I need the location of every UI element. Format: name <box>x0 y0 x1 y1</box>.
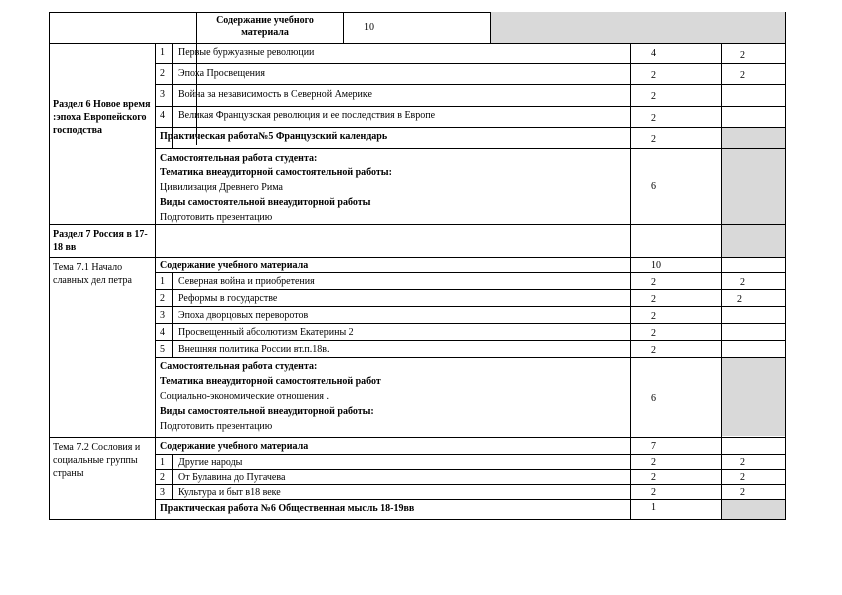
independent-theme: Социально-экономические отношения . <box>160 391 329 402</box>
topic-number: 1 <box>160 47 165 58</box>
topic-number: 2 <box>160 472 165 483</box>
topic-label: Просвещенный абсолютизм Екатерины 2 <box>178 327 354 338</box>
content-label: Содержание учебного материала <box>160 441 309 452</box>
topic-label: Реформы в государстве <box>178 293 278 304</box>
topic-number: 2 <box>160 68 165 79</box>
section-7-title: Раздел 7 Россия в 17-18 вв <box>53 229 148 253</box>
topic-hours: 2 <box>651 472 656 483</box>
topic-label: Война за независимость в Северной Америке <box>178 89 372 100</box>
practical-work-hours: 2 <box>651 134 656 145</box>
topic-number: 1 <box>160 276 165 287</box>
topic-label: Культура и быт в18 веке <box>178 487 281 498</box>
topic-label: Внешняя политика России вт.п.18в. <box>178 344 330 355</box>
topic-label: Первые буржуазные революции <box>178 47 315 58</box>
topic-number: 2 <box>160 293 165 304</box>
topic-level: 2 <box>740 70 745 81</box>
topic-level: 2 <box>740 457 745 468</box>
topic-hours: 2 <box>651 70 656 81</box>
topic-level: 2 <box>740 472 745 483</box>
practical-work-hours: 1 <box>651 502 656 513</box>
topic-number: 1 <box>160 457 165 468</box>
topic-7-2-title <box>53 441 153 480</box>
independent-kinds-label: Виды самостоятельной внеаудиторной работы: <box>160 406 374 417</box>
topic-number: 3 <box>160 89 165 100</box>
content-header-label: Содержание учебного материала <box>216 15 314 38</box>
shaded-cell <box>721 500 785 519</box>
topic-hours: 4 <box>651 48 656 59</box>
topic-label: Эпоха Просвещения <box>178 68 265 79</box>
topic-hours: 2 <box>651 294 656 305</box>
independent-theme-label: Тематика внеаудиторной самостоятельной работ <box>160 376 381 387</box>
practical-work-label: Практическая работа№5 Французский календарь <box>160 131 388 142</box>
content-hours: 10 <box>651 260 661 271</box>
topic-hours: 2 <box>651 277 656 288</box>
independent-kinds: Подготовить презентацию <box>160 212 273 223</box>
topic-hours: 2 <box>651 487 656 498</box>
independent-hours: 6 <box>651 181 656 192</box>
independent-work-title: Самостоятельная работа студента: <box>160 153 318 164</box>
independent-work-title: Самостоятельная работа студента: <box>160 361 318 372</box>
topic-level: 2 <box>740 50 745 61</box>
content-label: Содержание учебного материала <box>160 260 309 271</box>
independent-theme: Цивилизация Древнего Рима <box>160 182 283 193</box>
shaded-cell <box>721 358 785 436</box>
topic-number: 4 <box>160 110 165 121</box>
independent-hours: 6 <box>651 393 656 404</box>
topic-hours: 2 <box>651 328 656 339</box>
section-6-title: Раздел 6 Новое время :эпоха Европейского господства <box>53 99 151 136</box>
topic-label: Другие народы <box>178 457 243 468</box>
content-header-hours: 10 <box>364 22 374 33</box>
independent-kinds-label: Виды самостоятельной внеаудиторной работы <box>160 197 371 208</box>
independent-theme-label: Тематика внеаудиторной самостоятельной работы: <box>160 167 392 178</box>
topic-label: От Булавина до Пугачева <box>178 472 286 483</box>
shaded-cell <box>721 225 785 257</box>
topic-number: 3 <box>160 487 165 498</box>
independent-kinds: Подготовить презентацию <box>160 421 273 432</box>
topic-hours: 2 <box>651 311 656 322</box>
topic-hours: 2 <box>651 113 656 124</box>
topic-number: 3 <box>160 310 165 321</box>
topic-level: 2 <box>740 487 745 498</box>
topic-label: Великая Французская революция и ее последствия в Европе <box>178 110 436 121</box>
shaded-cell <box>721 149 785 224</box>
topic-level: 2 <box>740 277 745 288</box>
topic-7-1-title: Тема 7.1 Начало славных дел петра <box>53 262 132 286</box>
topic-number: 4 <box>160 327 165 338</box>
topic-label: Эпоха дворцовых переворотов <box>178 310 309 321</box>
topic-label: Северная война и приобретения <box>178 276 315 287</box>
shaded-cell <box>491 12 785 43</box>
content-hours: 7 <box>651 441 656 452</box>
topic-number: 5 <box>160 344 165 355</box>
practical-work-label: Практическая работа №6 Общественная мысль 18-19вв <box>160 503 415 514</box>
shaded-cell <box>721 128 785 148</box>
topic-hours: 2 <box>651 457 656 468</box>
topic-hours: 2 <box>651 91 656 102</box>
topic-level: 2 <box>737 294 742 305</box>
topic-hours: 2 <box>651 345 656 356</box>
topic-7-2-title-text: Тема 7.2 Сословия и социальные группы страны <box>53 442 141 479</box>
